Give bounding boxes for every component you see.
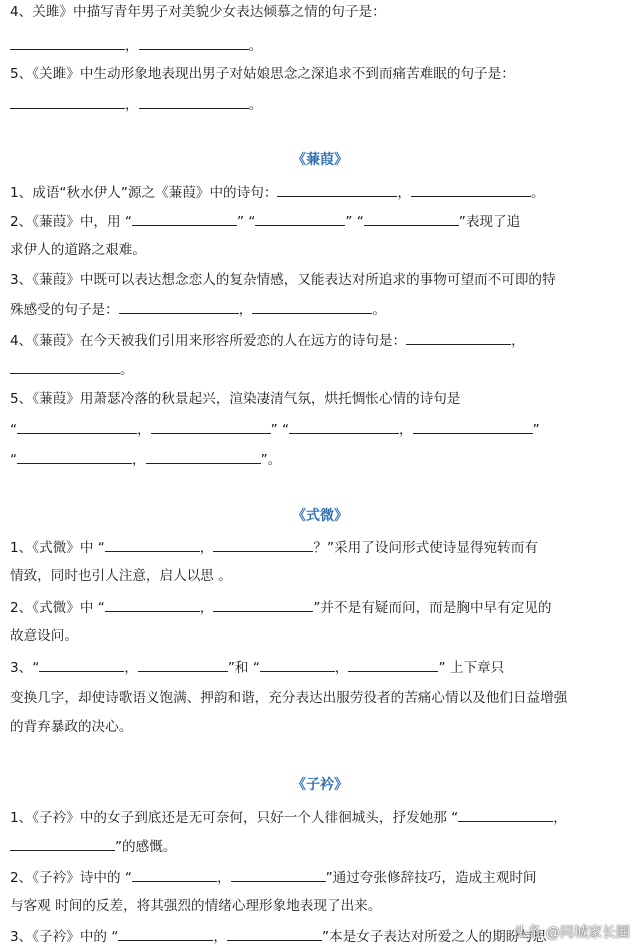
guanju-q4: 4、关雎》中描写青年男子对美貌少女表达倾慕之情的句子是：	[10, 4, 386, 20]
jianjia-q4-cont: 。	[10, 359, 630, 380]
shiwei-q3-cont2: 的背弃暴政的决心。	[10, 719, 133, 735]
section-title-shiwei: 《式微》	[292, 508, 348, 524]
answer-blank[interactable]	[139, 94, 249, 109]
answer-blank[interactable]	[10, 94, 125, 109]
zijin-q1: 1、《子衿》中的女子到底还是无可奈何，只好一个人徘徊城头，抒发她那 “ ，	[10, 807, 630, 828]
answer-blank[interactable]	[227, 926, 322, 941]
answer-blank[interactable]	[146, 449, 261, 464]
jianjia-q1: 1、成语“秋水伊人”源之《蒹葭》中的诗句： ， 。	[10, 182, 630, 203]
section-title-zijin: 《子衿》	[292, 777, 348, 793]
jianjia-q2-cont: 求伊人的道路之艰难。	[10, 242, 146, 258]
shiwei-q1-cont: 情致，同时也引人注意，启人以思 。	[10, 568, 232, 584]
zijin-q2-cont: 与客观 时间的反差，将其强烈的情绪心理形象地表现了出来。	[10, 898, 382, 914]
answer-blank[interactable]	[17, 419, 137, 434]
watermark: 头条 @同城家长圈	[513, 925, 630, 941]
jianjia-q3-cont: 殊感受的句子是： ， 。	[10, 299, 630, 320]
zijin-q2: 2、《子衿》诗中的 “ ， ”通过夸张修辞技巧，造成主观时间	[10, 867, 630, 888]
guanju-q5: 5、《关雎》中生动形象地表现出男子对姑娘思念之深追求不到而痛苦难眠的句子是：	[10, 66, 515, 82]
jianjia-q2: 2、《蒹葭》中，用 “ ” “ ” “ ”表现了追	[10, 211, 630, 232]
zijin-q3: 3、《子衿》中的 “ ， ”本是女子表达对所爱之人的期盼与思	[10, 926, 630, 947]
jianjia-q4: 4、《蒹葭》在今天被我们引用来形容所爱恋的人在远方的诗句是： ，	[10, 330, 630, 351]
answer-blank[interactable]	[39, 657, 124, 672]
jianjia-q5-cont2: “ ， ”。	[10, 449, 630, 470]
section-title-jianjia: 《蒹葭》	[292, 152, 348, 168]
answer-blank[interactable]	[10, 359, 120, 374]
answer-blank[interactable]	[289, 419, 399, 434]
answer-blank[interactable]	[132, 211, 237, 226]
answer-blank[interactable]	[132, 867, 217, 882]
answer-blank[interactable]	[139, 35, 249, 50]
answer-blank[interactable]	[413, 419, 533, 434]
jianjia-q3: 3、《蒹葭》中既可以表达想念恋人的复杂情感，又能表达对所追求的事物可望而不可即的特	[10, 272, 556, 288]
zijin-q1-cont: ”的感慨。	[10, 836, 630, 857]
answer-blank[interactable]	[17, 449, 132, 464]
jianjia-q5-cont1: “ ， ” “ ， ”	[10, 419, 630, 440]
guanju-q4-answer: ， 。	[10, 35, 630, 56]
answer-blank[interactable]	[458, 807, 553, 822]
answer-blank[interactable]	[138, 657, 228, 672]
answer-blank[interactable]	[364, 211, 459, 226]
answer-blank[interactable]	[10, 35, 125, 50]
answer-blank[interactable]	[348, 657, 438, 672]
answer-blank[interactable]	[213, 537, 313, 552]
answer-blank[interactable]	[105, 537, 200, 552]
answer-blank[interactable]	[119, 299, 239, 314]
shiwei-q3: 3、“ ， ”和 “ ， ” 上下章只	[10, 657, 630, 678]
jianjia-q5: 5、《蒹葭》用萧瑟冷落的秋景起兴，渲染凄清气氛，烘托惆怅心情的诗句是	[10, 391, 461, 407]
answer-blank[interactable]	[277, 182, 397, 197]
shiwei-q2: 2、《式微》中 “ ， ”并不是有疑而问，而是胸中早有定见的	[10, 597, 630, 618]
answer-blank[interactable]	[10, 836, 115, 851]
shiwei-q2-cont: 故意设问。	[10, 628, 78, 644]
answer-blank[interactable]	[118, 926, 213, 941]
answer-blank[interactable]	[231, 867, 326, 882]
guanju-q5-answer: ， 。	[10, 94, 630, 115]
shiwei-q1: 1、《式微》中 “ ， ？”采用了设问形式使诗显得宛转而有	[10, 537, 630, 558]
answer-blank[interactable]	[151, 419, 271, 434]
answer-blank[interactable]	[255, 211, 345, 226]
answer-blank[interactable]	[213, 597, 313, 612]
answer-blank[interactable]	[252, 299, 372, 314]
shiwei-q3-cont1: 变换几字，却使诗歌语义饱满、押韵和谐，充分表达出服劳役者的苦痛心情以及他们日益增强	[10, 690, 568, 706]
answer-blank[interactable]	[105, 597, 200, 612]
answer-blank[interactable]	[411, 182, 531, 197]
answer-blank[interactable]	[260, 657, 335, 672]
answer-blank[interactable]	[406, 330, 511, 345]
